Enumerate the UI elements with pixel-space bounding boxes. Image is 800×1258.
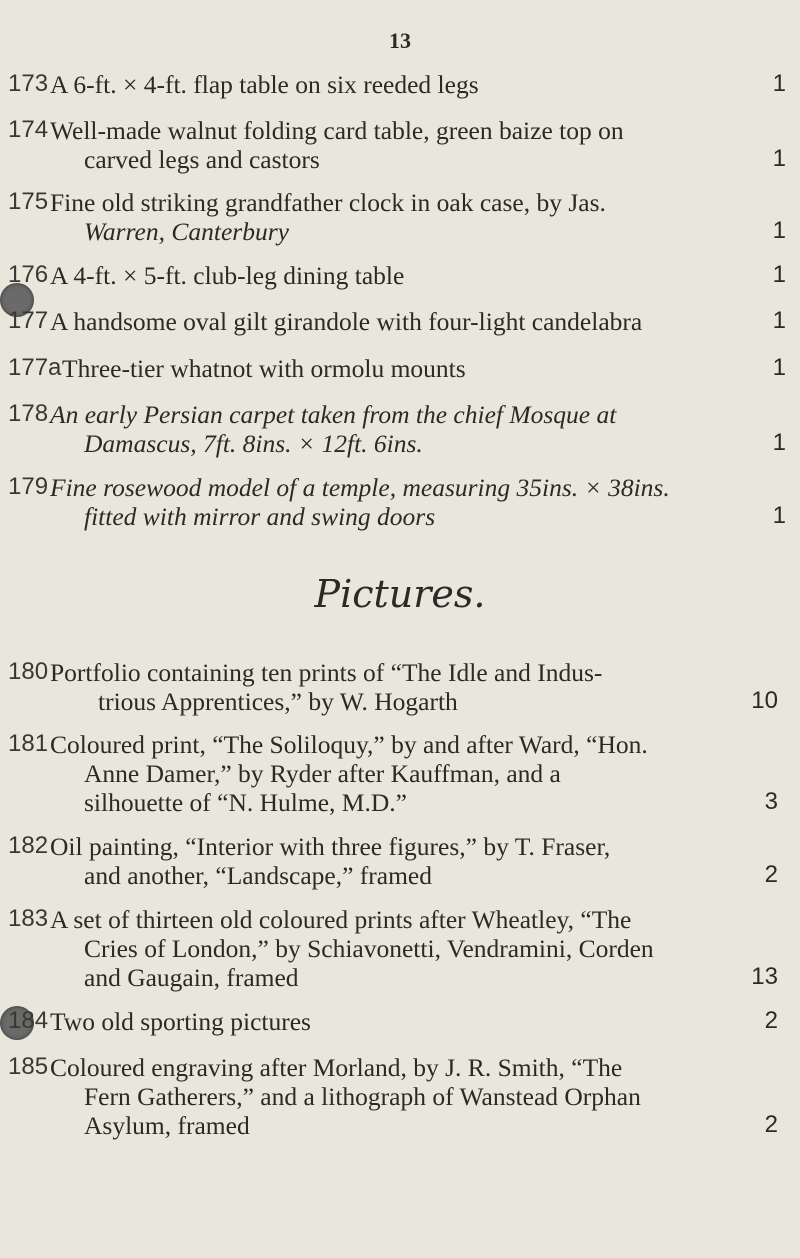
lot-description: Anne Damer,” by Ryder after Kauffman, and a bbox=[84, 759, 561, 788]
lot-description: carved legs and castors bbox=[84, 145, 320, 174]
lot-quantity: 10 bbox=[751, 687, 778, 714]
lot-description: An early Persian carpet taken from the chief Mosque at bbox=[50, 400, 617, 429]
lot-quantity: 1 bbox=[772, 429, 786, 456]
lot-description: Asylum, framed bbox=[84, 1111, 250, 1140]
lot-description: Well-made walnut folding card table, green baize top on bbox=[50, 116, 624, 145]
lot-description: Two old sporting pictures bbox=[50, 1007, 311, 1036]
lot-description: fitted with mirror and swing doors bbox=[84, 502, 436, 531]
lot-description: Three-tier whatnot with ormolu mounts bbox=[62, 354, 466, 383]
lot-number: 178 bbox=[8, 400, 49, 427]
lot-description: silhouette of “N. Hulme, M.D.” bbox=[84, 788, 407, 817]
lot-quantity: 1 bbox=[772, 502, 786, 529]
lot-description: A handsome oval gilt girandole with four-light candelabra bbox=[50, 307, 643, 336]
lot-number: 177 bbox=[8, 307, 49, 334]
lot-description: trious Apprentices,” by W. Hogarth bbox=[98, 687, 458, 716]
lot-number: 184 bbox=[8, 1007, 49, 1034]
lot-description: Oil painting, “Interior with three figures,” by T. Fraser, bbox=[50, 832, 611, 861]
lot-quantity: 1 bbox=[772, 145, 786, 172]
lot-description: Fine rosewood model of a temple, measuring 35ins. × 38ins. bbox=[50, 473, 670, 502]
lot-quantity: 1 bbox=[772, 70, 786, 97]
lot-number: 174 bbox=[8, 116, 49, 143]
lot-number: 177a bbox=[8, 354, 62, 381]
lot-number: 182 bbox=[8, 832, 49, 859]
lot-quantity: 1 bbox=[772, 261, 786, 288]
lot-number: 183 bbox=[8, 905, 49, 932]
lot-quantity: 3 bbox=[764, 788, 778, 815]
lot-number: 185 bbox=[8, 1053, 49, 1080]
page-number: 13 bbox=[389, 28, 411, 53]
lot-quantity: 13 bbox=[751, 963, 778, 990]
lot-number: 176 bbox=[8, 261, 49, 288]
lot-description: and Gaugain, framed bbox=[84, 963, 299, 992]
lot-quantity: 1 bbox=[772, 217, 786, 244]
lot-quantity: 2 bbox=[764, 1007, 778, 1034]
lot-description: Coloured print, “The Soliloquy,” by and after Ward, “Hon. bbox=[50, 730, 648, 759]
lot-number: 180 bbox=[8, 658, 49, 685]
lot-description: A 4-ft. × 5-ft. club-leg dining table bbox=[50, 261, 405, 290]
lot-number: 179 bbox=[8, 473, 49, 500]
lot-description: A set of thirteen old coloured prints after Wheatley, “The bbox=[50, 905, 632, 934]
lot-description: Damascus, 7ft. 8ins. × 12ft. 6ins. bbox=[84, 429, 423, 458]
lot-description: Portfolio containing ten prints of “The Idle and Indus- bbox=[50, 658, 603, 687]
lot-quantity: 1 bbox=[772, 307, 786, 334]
lot-description: and another, “Landscape,” framed bbox=[84, 861, 432, 890]
lot-description: Fern Gatherers,” and a lithograph of Wanstead Orphan bbox=[84, 1082, 641, 1111]
lot-quantity: 2 bbox=[764, 861, 778, 888]
lot-number: 175 bbox=[8, 188, 49, 215]
lot-description: A 6-ft. × 4-ft. flap table on six reeded legs bbox=[50, 70, 479, 99]
lot-description: Cries of London,” by Schiavonetti, Vendramini, Corden bbox=[84, 934, 654, 963]
lot-number: 173 bbox=[8, 70, 49, 97]
lot-quantity: 1 bbox=[772, 354, 786, 381]
lot-number: 181 bbox=[8, 730, 49, 757]
lot-description: Coloured engraving after Morland, by J. R. Smith, “The bbox=[50, 1053, 623, 1082]
lot-description: Fine old striking grandfather clock in oak case, by Jas. bbox=[50, 188, 606, 217]
section-heading: Pictures. bbox=[314, 572, 486, 616]
lot-description: Warren, Canterbury bbox=[84, 217, 289, 246]
lot-quantity: 2 bbox=[764, 1111, 778, 1138]
